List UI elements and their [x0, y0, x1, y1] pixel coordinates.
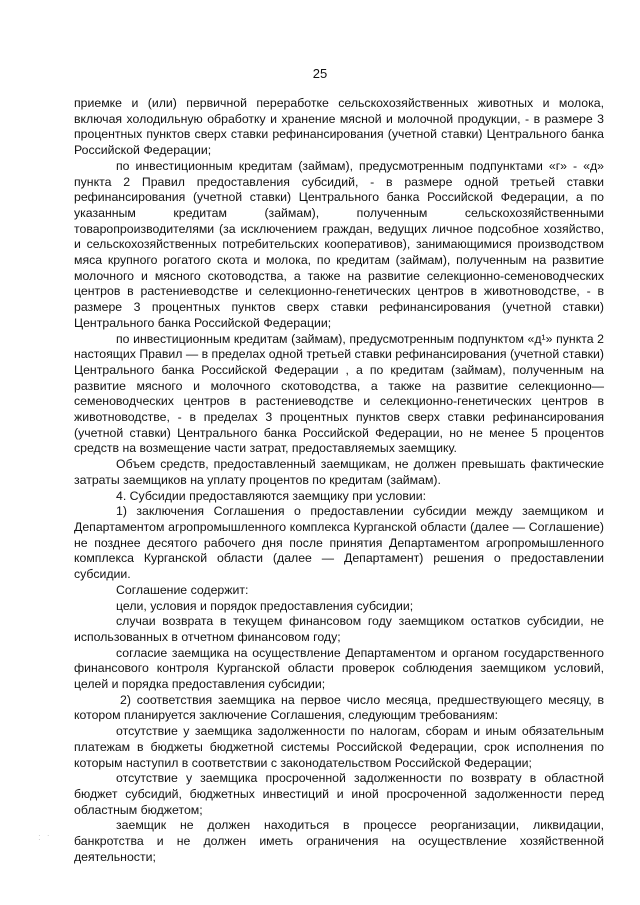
page-number: 25 [312, 66, 328, 81]
paragraph: заемщик не должен находиться в процессе реорганизации, ликвидации, банкротства и не должен иметь ограничения на осуществление хозяйственной деятельности; [74, 818, 604, 864]
scan-artifact: · · · [38, 831, 52, 844]
paragraph: 2) соответствия заемщика на первое число месяца, предшествующего месяцу, в котором планируется заключение Соглашения, следующим требованиям: [74, 692, 604, 723]
paragraph: Соглашение содержит: [116, 582, 249, 597]
paragraph: цели, условия и порядок предоставления субсидии; [116, 598, 414, 613]
paragraph: 4. Субсидии предоставляются заемщику при условии: [116, 488, 427, 503]
paragraph: по инвестиционным кредитам (займам), предусмотренным подпунктами «г» - «д» пункта 2 Правил предоставления субсидий, - в размере одной третьей ставки рефинансирования (учетной ставки) Центрального банка Российской Федерации, а по указанным кредитам (займам), полученным сельскохозяйственными товаропроизводителями (за исключением граждан, ведущих личное подсобное хозяйство, и сельскохозяйственных потребительских кооперативов), занимающимися производством мяса крупного рогатого скота и молока, по кредитам (займам), полученным на развитие молочного и мясного скотоводства, а также на развитие селекционно-семеноводческих центров в растениеводстве и селекционно-генетических центров в животноводстве, - в размере 3 процентных пунктов сверх ставки рефинансирования (учетной ставки) Центрального банка Российской Федерации; [74, 158, 604, 330]
paragraph: согласие заемщика на осуществление Департаментом и органом государственного финансового контроля Курганской области проверок соблюдения заемщиком условий, целей и порядка предоставления субсидии; [74, 645, 604, 692]
paragraph: 1) заключения Соглашения о предоставлении субсидии между заемщиком и Департаментом агропромышленного комплекса Курганской области (далее — Соглашение) не позднее десятого рабочего дня после принятия Департаментом агропромышленного комплекса Курганской области (далее — Департамент) решения о предоставлении субсидии. [74, 504, 604, 582]
paragraph: по инвестиционным кредитам (займам), предусмотренным подпунктом «д¹» пункта 2 настоящих Правил — в пределах одной третьей ставки рефинансирования (учетной ставки) Центрального банка Российской Федерации , а по кредитам (займам), полученным на развитие мясного и молочного скотоводства, а также на развитие селекционно—семеноводческих центров в растениеводстве и селекционно-генетических центров в животноводстве, - в пределах 3 процентных пунктов сверх ставки рефинансирования (учетной ставки) Центрального банка Российской Федерации, но не менее 5 процентов средств на возмещение части затрат, предоставляемых заемщику. [74, 331, 604, 456]
paragraph: случаи возврата в текущем финансовом году заемщиком остатков субсидии, не использованных в отчетном финансовом году; [74, 614, 604, 644]
paragraph: отсутствие у заемщика задолженности по налогам, сборам и иным обязательным платежам в бюджеты бюджетной системы Российской Федерации, срок исполнения по которым наступил в соответствии с законодательством Российской Федерации; [74, 724, 604, 770]
document-body [74, 96, 604, 865]
paragraph: отсутствие у заемщика просроченной задолженности по возврату в областной бюджет субсидий, бюджетных инвестиций и иной просроченной задолженности перед областным бюджетом; [74, 771, 604, 817]
paragraph: Объем средств, предоставленный заемщикам, не должен превышать фактические затраты заемщиков на уплату процентов по кредитам (займам). [74, 457, 604, 487]
paragraph: приемке и (или) первичной переработке сельскохозяйственных животных и молока, включая холодильную обработку и хранение мясной и молочной продукции, - в размере 3 процентных пунктов сверх ставки рефинансирования (учетной ставки) Центрального банка Российской Федерации; [74, 96, 604, 158]
